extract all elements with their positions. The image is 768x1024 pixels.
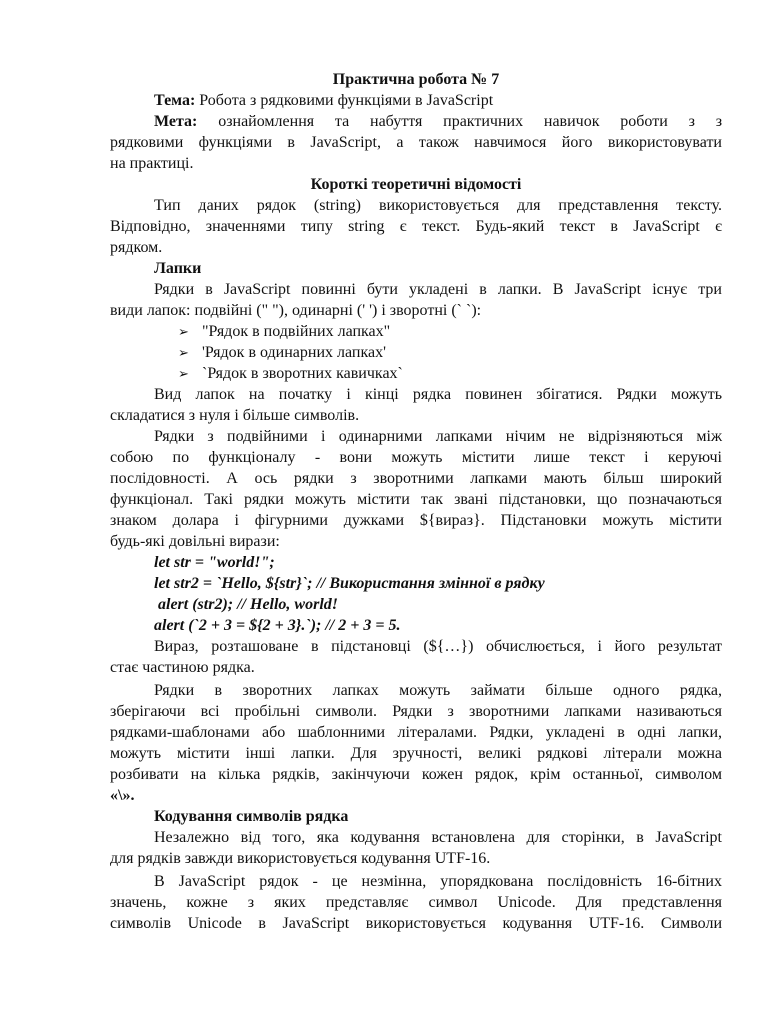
arrow-right-icon: ➢ <box>178 346 189 361</box>
topic-label: Тема: <box>154 92 196 109</box>
backtick-para-line: розбивати на кілька рядків, закінчуючи кожен рядок, крім останньої, символом <box>110 766 722 783</box>
code-line-1: let str = "world!"; <box>154 554 275 571</box>
encoding-para-line: Незалежно від того, яка кодування встановлена для сторінки, в JavaScript <box>154 829 722 846</box>
encoding-para-line: для рядків завжди використовується кодування UTF-16. <box>110 850 491 867</box>
expr-para-line: стає частиною рядка. <box>110 659 255 676</box>
quotes-para-line: види лапок: подвійні (" "), одинарні (' ') і зворотні (` `): <box>110 302 482 319</box>
bullet-text: 'Рядок в одинарних лапках' <box>202 344 386 361</box>
backtick-para-line: рядками-шаблонами або шаблонними літералами. Рядки, укладені в одні лапки, <box>110 724 722 741</box>
encoding-para2-line: значень, кожне з яких представляє символ Unicode. Для представлення <box>110 894 722 911</box>
quotes-para3-line: Рядки з подвійними і одинарними лапками нічим не відрізняються між <box>154 428 722 445</box>
encoding-para2-line: В JavaScript рядок - це незмінна, упорядкована послідовність 16-бітних <box>154 873 722 890</box>
encoding-para2-line: символів Unicode в JavaScript використовується кодування UTF-16. Символи <box>110 915 722 932</box>
quotes-para-line: Рядки в JavaScript повинні бути укладені в лапки. В JavaScript існує три <box>154 281 722 298</box>
quotes-para3-line: будь-які довільні вирази: <box>110 533 280 550</box>
bullet-item <box>178 342 478 363</box>
arrow-right-icon: ➢ <box>178 325 189 340</box>
bullet-text: "Рядок в подвійних лапках" <box>202 323 391 340</box>
expr-para-line: Вираз, розташоване в підстановці (${…}) обчислюється, і його результат <box>154 638 722 655</box>
quotes-heading: Лапки <box>154 260 202 277</box>
theory-heading: Короткі теоретичні відомості <box>310 176 522 193</box>
intro-line: Відповідно, значеннями типу string є текст. Будь-який текст в JavaScript є <box>110 218 722 235</box>
page-title: Практична робота № 7 <box>332 71 500 88</box>
quotes-para2-line: складатися з нуля і більше символів. <box>110 407 360 424</box>
topic-line <box>154 90 722 111</box>
quotes-para3-line: функціонал. Такі рядки можуть містити так звані підстановки, що позначаються <box>110 491 722 508</box>
intro-line: рядком. <box>110 239 163 256</box>
goal-line-1 <box>154 111 722 132</box>
code-line-2-code: let str2 = `Hello, ${str}`; // <box>154 575 330 592</box>
code-line-2-comment: Використання змінної в рядку <box>329 575 545 592</box>
encoding-heading: Кодування символів рядка <box>154 808 349 825</box>
code-line-4: alert (`2 + 3 = ${2 + 3}.`); // 2 + 3 = 5. <box>154 617 401 634</box>
code-line-2 <box>154 573 722 594</box>
backtick-para-line: можуть містити інші лапки. Для зручності, великі рядкові літерали можна <box>110 745 722 762</box>
quotes-para2-line: Вид лапок на початку і кінці рядка повинен збігатися. Рядки можуть <box>154 386 722 403</box>
backtick-para-line: Рядки в зворотних лапках можуть займати більше одного рядка, <box>154 682 722 699</box>
bullet-text: `Рядок в зворотних кавичках` <box>202 365 403 382</box>
goal-label: Мета: <box>154 113 198 130</box>
bullet-item <box>178 321 478 342</box>
quotes-para3-line: послідовності. А ось рядки з зворотними лапками мають більш широкий <box>110 470 722 487</box>
goal-line-3: на практиці. <box>110 155 194 172</box>
quotes-para3-line: собою по функціоналу - вони можуть містити лише текст і керуючі <box>110 449 722 466</box>
backtick-para-line: «\». <box>110 787 135 804</box>
quotes-para3-line: знаком долара і фігурними дужками ${вираз}. Підстановки можуть містити <box>110 512 722 529</box>
goal-text-1: ознайомлення та набуття практичних навичок роботи з з <box>218 113 723 130</box>
goal-line-2: рядковими функціями в JavaScript, а також навчимося його використовувати <box>110 134 722 151</box>
arrow-right-icon: ➢ <box>178 367 189 382</box>
bullet-item <box>178 363 478 384</box>
intro-line: Тип даних рядок (string) використовується для представлення тексту. <box>154 197 722 214</box>
topic-text: Робота з рядковими функціями в JavaScript <box>199 92 494 109</box>
backtick-para-line: зберігаючи всі пробільні символи. Рядки з зворотними лапками називаються <box>110 703 722 720</box>
code-line-3: alert (str2); // Hello, world! <box>158 596 338 613</box>
